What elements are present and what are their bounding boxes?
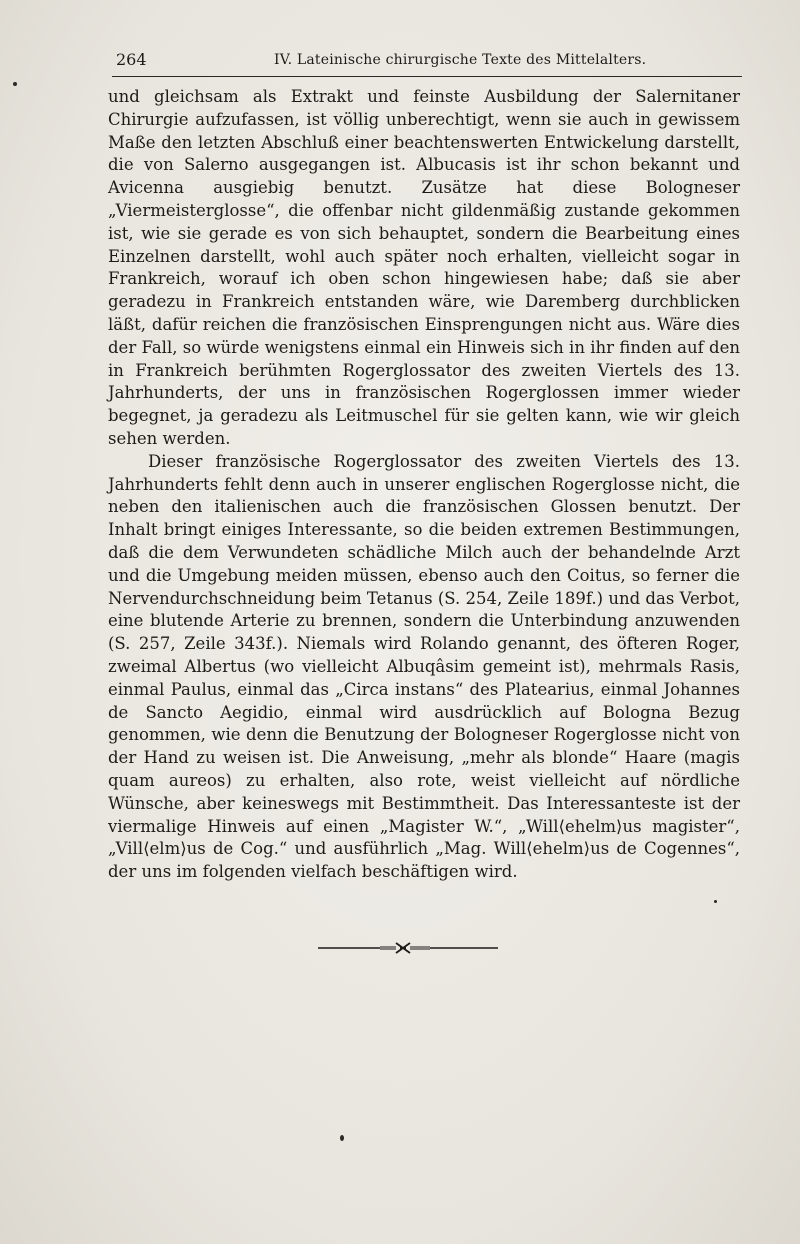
ink-speck (714, 900, 717, 903)
ink-speck (340, 1135, 344, 1141)
page-number: 264 (116, 50, 147, 69)
header-rule (112, 76, 742, 77)
section-end-ornament-icon (318, 938, 498, 958)
paragraph-1: und gleichsam als Extrakt und feinste Ausbildung der Salernitaner Chirurgie aufzufassen, ist völlig unberechtigt, wenn sie auch in gewissem Maße den letzten Abschluß einer beachtenswerten Entwickelung darstellt, die von Salerno ausgegangen ist. Albucasis ist ihr schon bekannt und Avicenna ausgiebig benutzt. Zusätze hat diese Bologneser „Viermeisterglosse“, die offenbar nicht gildenmäßig zustande gekommen ist, wie sie gerade es von sich behauptet, sondern die Bearbeitung eines Einzelnen darstellt, wohl auch später noch erhalten, vielleicht sogar in Frankreich, worauf ich oben schon hingewiesen habe; daß sie aber geradezu in Frankreich entstanden wäre, wie Daremberg durchblicken läßt, dafür reichen die französischen Einsprengungen nicht aus. Wäre dies der Fall, so würde wenigstens einmal ein Hinweis sich in ihr finden auf den in Frankreich berühmten Rogerglossator des zweiten Viertels des 13. Jahrhunderts, der uns in französischen Rogerglossen immer wieder begegnet, ja geradezu als Leitmuschel für sie gelten kann, wie wir gleich sehen werden. (108, 87, 740, 448)
page-header (112, 50, 742, 76)
running-title: IV. Lateinische chirurgische Texte des Mittelalters. (274, 52, 647, 68)
paragraph-2: Dieser französische Rogerglossator des zweiten Viertels des 13. Jahrhunderts fehlt denn auch in unserer englischen Rogerglosse nicht, die neben den italienischen auch die französischen Glossen benutzt. Der Inhalt bringt einiges Interessante, so die beiden extremen Bestimmungen, daß die dem Verwundeten schädliche Milch auch der behandelnde Arzt und die Umgebung meiden müssen, ebenso auch den Coitus, so ferner die Nervendurchschneidung beim Tetanus (S. 254, Zeile 189f.) und das Verbot, eine blutende Arterie zu brennen, sondern die Unterbindung anzuwenden (S. 257, Zeile 343f.). Niemals wird Rolando genannt, des öfteren Roger, zweimal Albertus (wo vielleicht Albuqâsim gemeint ist), mehrmals Rasis, einmal Paulus, einmal das „Circa instans“ des Platearius, einmal Johannes de Sancto Aegidio, einmal wird ausdrücklich auf Bologna Bezug genommen, wie denn die Benutzung der Bologneser Rogerglosse nicht von der Hand zu weisen ist. Die Anweisung, „mehr als blonde“ Haare (magis quam aureos) zu erhalten, also rote, weist vielleicht auf nördliche Wünsche, aber keineswegs mit Bestimmtheit. Das Interessanteste ist der viermalige Hinweis auf einen „Magister W.“, „Will⟨ehelm⟩us magister“, „Vill⟨elm⟩us de Cog.“ und ausführlich „Mag. Will⟨ehelm⟩us de Cogennes“, der uns im folgenden vielfach beschäftigen wird. (108, 451, 740, 882)
body-text (108, 86, 740, 884)
ink-speck (13, 82, 17, 86)
